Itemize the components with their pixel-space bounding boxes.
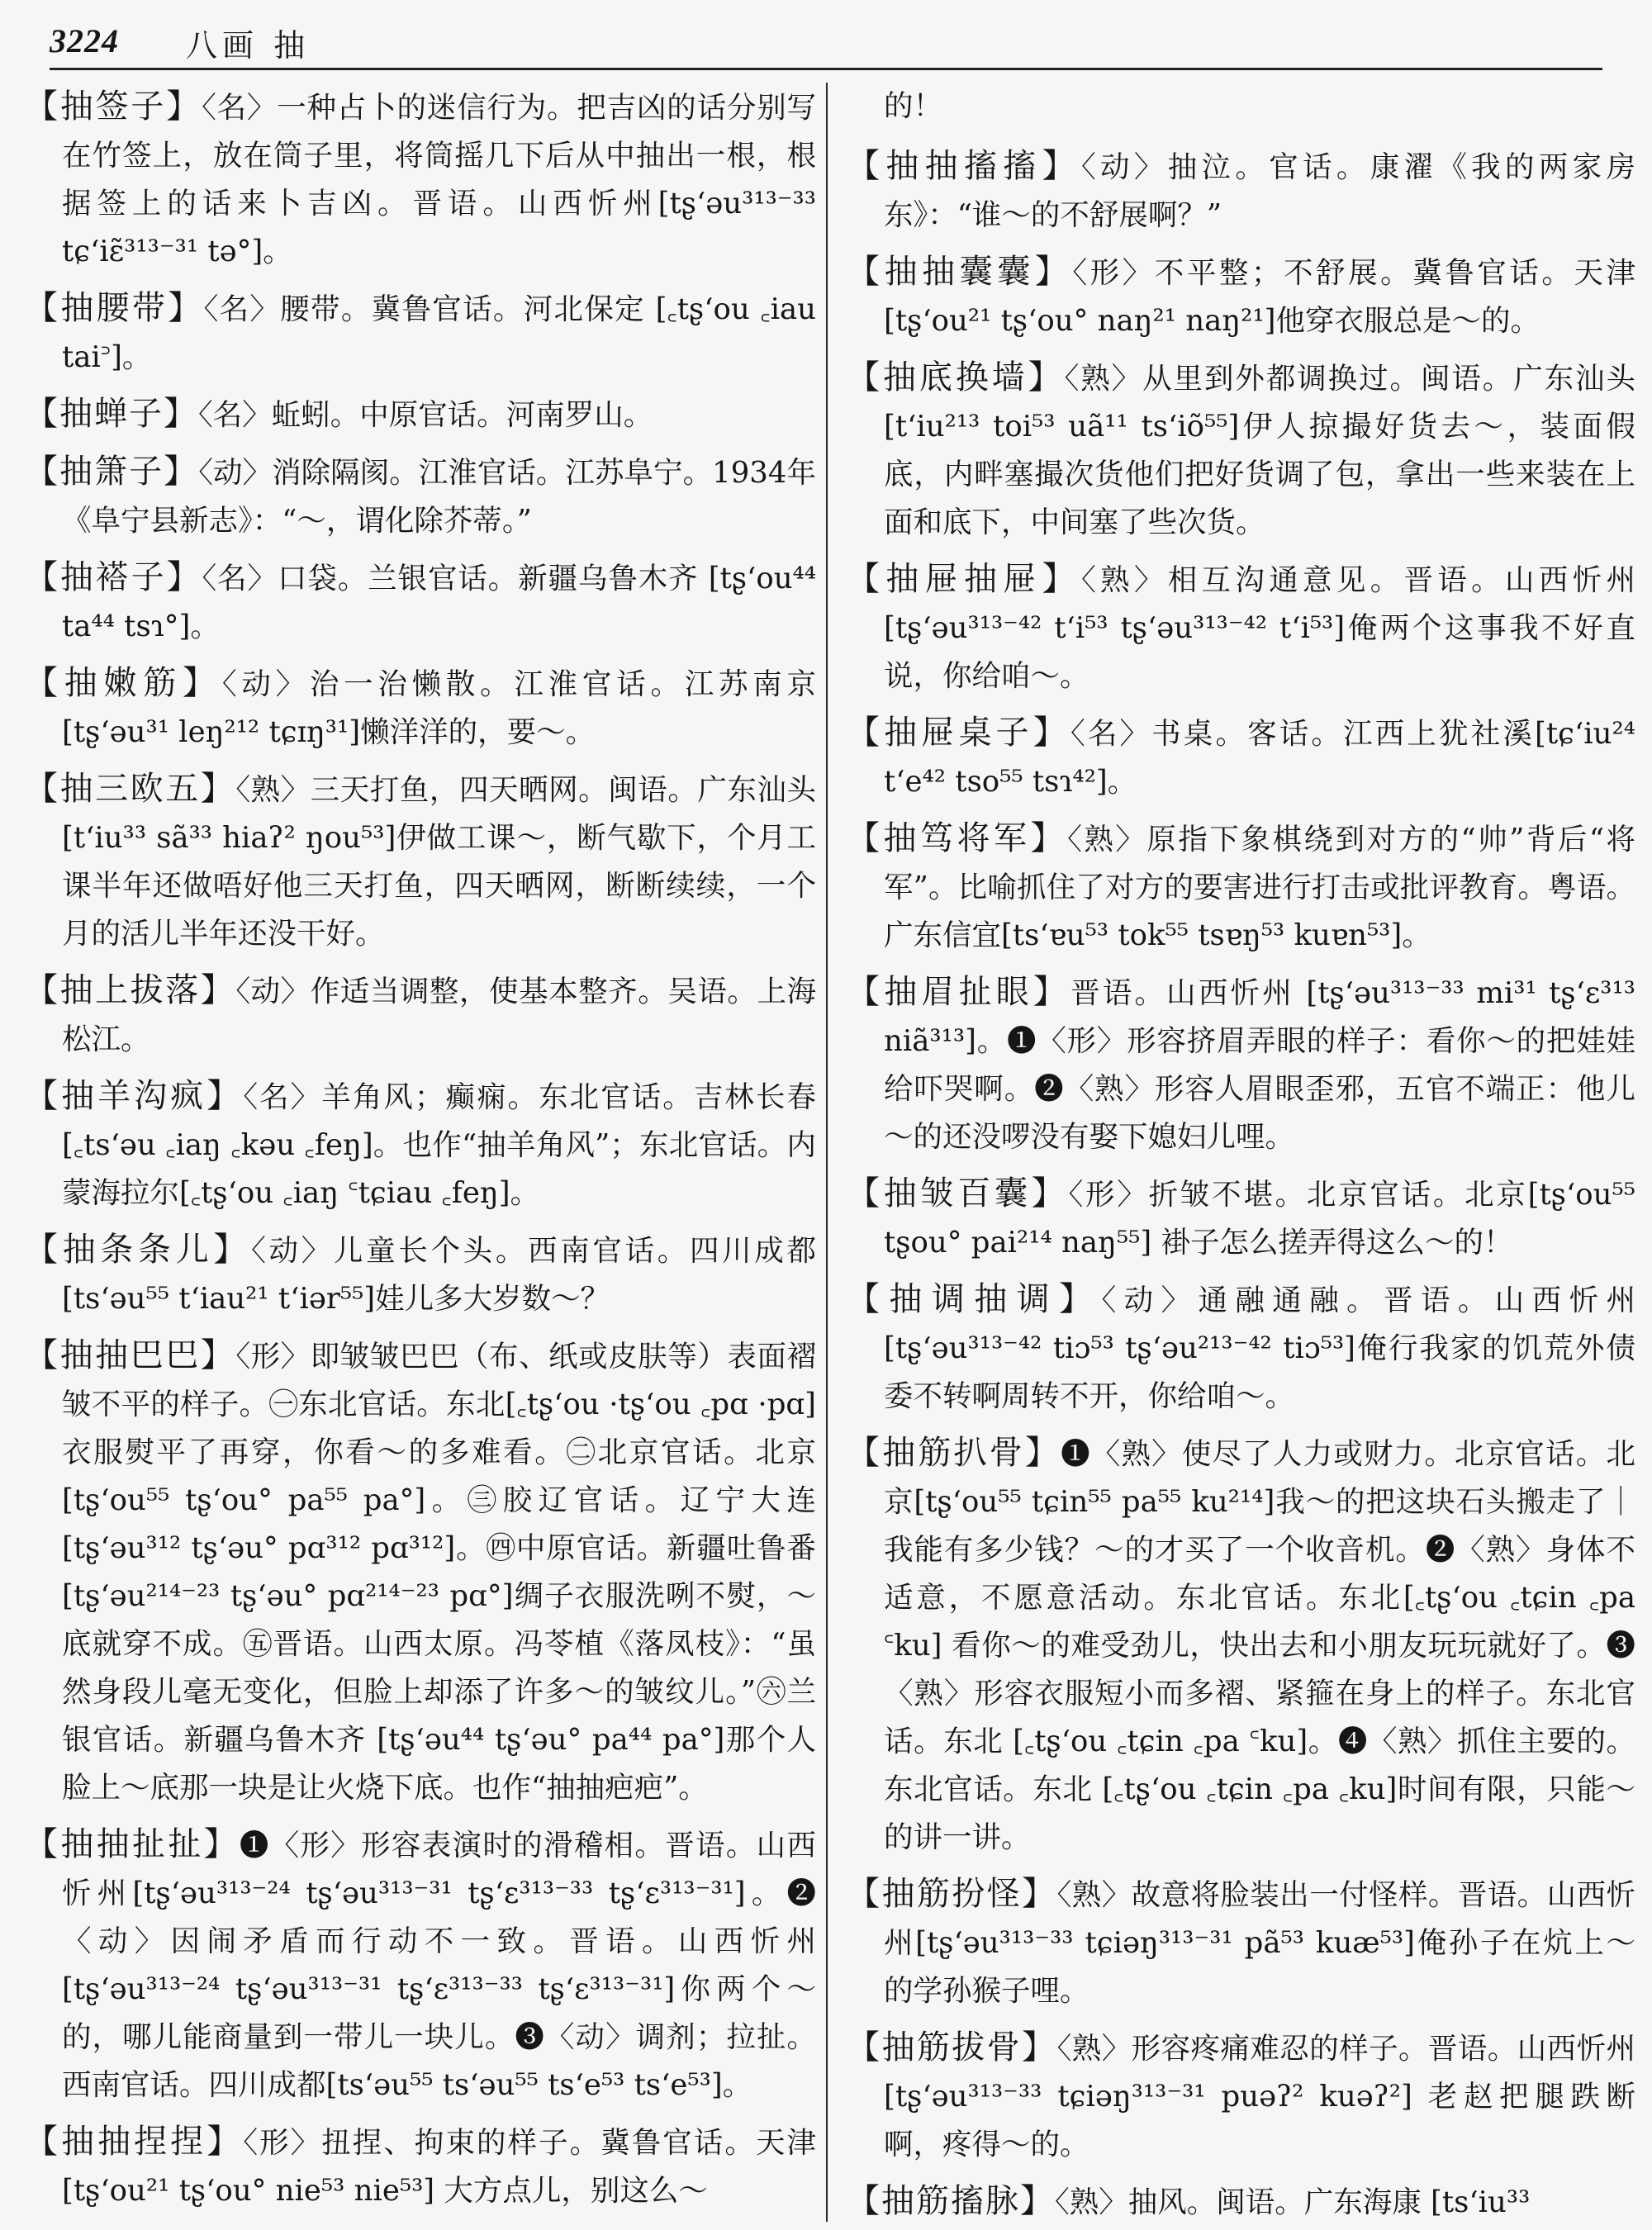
entry-definition: 折皱不堪。北京官话。北京[tʂʻou⁵⁵ tʂou° pai²¹⁴ naŋ⁵⁵] 褂子怎么搓弄得这么～的！ [884,1178,1635,1260]
entry-definition: 通融通融。晋语。山西忻州[tʂʻəu³¹³⁻⁴² tiɔ⁵³ tʂʻəu²¹³⁻⁴² tiɔ⁵³]俺行我家的饥荒外债委不转啊周转不开，你给咱～。 [884,1283,1635,1413]
entry-headword: 【抽条条儿】 [25,1231,252,1269]
entry-definition: 抽风。闽语。广东海康 [tsʻiu³³ [1127,2185,1531,2219]
entry-definition: 一种占卜的迷信行为。把吉凶的话分别写在竹签上，放在筒子里，将筒摇几下后从中抽出一根，根据签上的话来卜吉凶。晋语。山西忻州[tʂʻəu³¹³⁻³³ tɕʻiɛ̃³¹³⁻³¹ tə°]。 [62,91,816,268]
part-of-speech: 〈名〉 [202,562,278,595]
dictionary-entry [25,390,816,439]
entry-headword: 【抽嫩筋】 [25,664,222,702]
dictionary-entry [25,1820,816,2109]
headword-text: 抽抽扯扯 [60,1825,204,1863]
dictionary-entry [25,284,816,382]
entry-headword: 【抽抽囊囊】 [847,253,1073,291]
entry-headword: 【抽调抽调】 [847,1280,1102,1318]
headword-text: 抽腰带 [60,289,169,327]
part-of-speech: 〈熟〉 [1080,563,1168,597]
entry-definition: 羊角风；癫痫。东北官话。吉林长春[꜀tsʻəu ꜀iaŋ ꜀kəu ꜀feŋ]。也作“抽羊角风”；东北官话。内蒙海拉尔[꜀tʂʻou ꜀iaŋ ꜂tɕiau ꜀feŋ]。 [62,1080,816,1210]
part-of-speech: 〈名〉 [202,91,278,125]
entry-headword: 【抽抽捏捏】 [25,2123,244,2161]
headword-text: 抽签子 [59,88,167,126]
entry-headword: 【抽筋搐脉】 [847,2182,1055,2220]
part-of-speech: 〈动〉 [221,667,310,701]
entry-headword: 【抽底换墙】 [847,358,1065,396]
entry-headword: 【抽屉抽屉】 [847,560,1081,598]
dictionary-entry [847,968,1635,1161]
dictionary-entry [25,553,816,651]
entry-headword: 【抽抽巴巴】 [25,1336,236,1374]
entry-definition: 消除隔阂。江淮官话。江苏阜宁。1934年《阜宁县新志》：“～，谓化除芥蒂。” [62,456,816,538]
column-divider [826,83,828,2222]
dictionary-entry [25,2118,816,2215]
entry-headword: 【抽抽扯扯】 [25,1825,240,1863]
part-of-speech: 〈动〉 [1101,1283,1199,1317]
part-of-speech: 〈动〉 [251,1234,334,1268]
headword-text: 抽筋扮怪 [881,1875,1023,1913]
dictionary-entry [25,765,816,958]
part-of-speech: 〈形〉 [235,1340,311,1374]
entry-definition: 扭捏、拘束的样子。冀鲁官话。天津[tʂʻou²¹ tʂʻou° nie⁵³ nie⁵³] 大方点儿，别这么～ [62,2126,816,2208]
dictionary-entry [847,555,1635,700]
entry-headword: 【抽三欧五】 [25,770,236,808]
headword-text: 抽抽巴巴 [59,1336,201,1374]
entry-definition: 故意将脸装出一付怪样。晋语。山西忻州[tʂʻəu³¹³⁻³³ tɕiəŋ³¹³⁻³¹ pã⁵³ kuæ⁵³]俺孙子在炕上～的学孙猴子哩。 [884,1878,1635,2008]
part-of-speech: 〈动〉 [235,975,311,1008]
part-of-speech: 〈熟〉 [1067,823,1147,856]
entry-definition: 原指下象棋绕到对方的“帅”背后“将军”。比喻抓住了对方的要害进行打击或批评教育。粤语。广东信宜[tsʻɐu⁵³ tok⁵⁵ tsɐŋ⁵³ kuɐn⁵³]。 [884,823,1635,952]
dictionary-entry [847,1170,1635,1267]
part-of-speech: 〈名〉 [198,398,272,432]
dictionary-entry [25,1331,816,1812]
part-of-speech: 〈熟〉 [1056,2032,1132,2066]
entry-definition: 抽泣。官话。康濯《我的两家房东》：“谁～的不舒展啊？” [884,150,1635,232]
headword-text: 抽条条儿 [62,1231,214,1269]
entry-definition: 相互沟通意见。晋语。山西忻州[tʂʻəu³¹³⁻⁴² tʻi⁵³ tʂʻəu³¹³⁻⁴² tʻi⁵³]俺两个这事我不好直说，你给咱～。 [884,563,1635,693]
entry-headword: 【抽羊沟疯】 [25,1077,244,1115]
part-of-speech: 〈形〉 [1068,1178,1149,1212]
headword-text: 抽褡子 [59,558,167,596]
entry-headword: 【抽筋扮怪】 [847,1875,1057,1913]
headword-text: 抽上拔落 [59,971,201,1009]
continued-text: 的！ [884,89,943,123]
part-of-speech: 〈形〉 [243,2126,322,2160]
headword-text: 抽皱百囊 [883,1174,1032,1212]
entry-definition: 书桌。客话。江西上犹社溪[tɕʻiu²⁴ tʻe⁴² tso⁵⁵ tsɿ⁴²]。 [884,717,1635,799]
entry-headword: 【抽腰带】 [25,289,204,327]
entry-headword: 【抽箫子】 [25,453,199,491]
entry-definition: 蚯蚓。中原官话。河南罗山。 [271,398,653,432]
page-number: 3224 [50,22,119,59]
entry-definition: 不平整；不舒展。冀鲁官话。天津[tʂʻou²¹ tʂʻou° naŋ²¹ naŋ²¹]他穿衣服总是～的。 [884,256,1635,338]
page-header [50,18,1602,70]
headword-text: 抽三欧五 [59,770,201,808]
dictionary-entry [847,709,1635,806]
headword-text: 抽羊沟疯 [61,1077,207,1115]
dictionary-entry [25,966,816,1064]
headword-text: 抽箫子 [59,453,164,491]
part-of-speech: 〈名〉 [243,1080,322,1114]
entry-definition: 口袋。兰银官话。新疆乌鲁木齐 [tʂʻou⁴⁴ ta⁴⁴ tsɿ°]。 [62,562,816,643]
dictionary-entry [847,814,1635,960]
headword-text: 抽筋搐脉 [881,2182,1020,2220]
headword-text: 抽蝉子 [59,395,164,433]
part-of-speech: 〈形〉 [1072,256,1155,290]
part-of-speech: 〈熟〉 [1055,2185,1128,2219]
entry-headword: 【抽上拔落】 [25,971,236,1009]
section-title: 八画 抽 [186,27,311,64]
headword-text: 抽眉扯眼 [884,973,1033,1011]
dictionary-entry [25,1072,816,1217]
entry-headword: 【抽皱百囊】 [847,1174,1069,1212]
entry-headword: 【抽筋扒骨】 [847,1434,1061,1472]
part-of-speech: 〈名〉 [1070,717,1152,751]
dictionary-entry [847,2177,1635,2222]
dictionary-entry [847,1429,1635,1862]
dictionary-entry [847,2024,1635,2169]
entry-definition: 儿童长个头。西南官话。四川成都[tsʻəu⁵⁵ tʻiau²¹ tʻiər⁵⁵]娃儿多大岁数～？ [62,1234,816,1316]
entry-headword: 【抽笃将军】 [847,819,1068,857]
part-of-speech: 〈动〉 [1080,150,1168,184]
headword-text: 抽调抽调 [889,1280,1060,1318]
entry-definition: 三天打鱼，四天晒网。闽语。广东汕头[tʻiu³³ sã³³ hiaʔ² ŋou⁵³]伊做工课～，断气歇下，个月工课半年还做唔好他三天打鱼，四天晒网，断断续续，一个月的活儿半年还没干好。 [62,773,816,951]
headword-text: 抽嫩筋 [64,664,183,702]
left-column [25,83,816,2222]
headword-text: 抽屉桌子 [884,714,1033,752]
entry-definition: 腰带。冀鲁官话。河北保定 [꜀tʂʻou ꜀iau tai꜄]。 [62,292,816,374]
headword-text: 抽抽捏捏 [61,2123,207,2161]
dictionary-entry [25,1226,816,1323]
entry-definition: 作适当调整，使基本整齐。吴语。上海松江。 [62,975,816,1056]
entry-definition: 从里到外都调换过。闽语。广东汕头[tʻiu²¹³ toi⁵³ uã¹¹ tsʻiõ⁵⁵]伊人掠撮好货去～，装面假底，内畔塞撮次货他们把好货调了包，拿出一些来装在上面和底下，中间塞了些次货。 [884,362,1635,539]
part-of-speech: 〈熟〉 [1064,362,1143,396]
entry-definition: 即皱皱巴巴（布、纸或皮肤等）表面褶皱不平的样子。㊀东北官话。东北[꜀tʂʻou ·tʂʻou ꜀pɑ ·pɑ]衣服熨平了再穿，你看～的多难看。㊁北京官话。北京[tʂʻou⁵⁵ tʂʻou° pa⁵⁵ pa°]。㊂胶辽官话。辽宁大连[tʂʻəu³¹² tʂʻəu° pɑ³¹² pɑ³¹²]。㊃中原官话。新疆吐鲁番[tʂʻəu²¹⁴⁻²³ tʂʻəu° pɑ²¹⁴⁻²³ pɑ°]绸子衣服洗咧不熨，～底就穿不成。㊄晋语。山西太原。冯苓植《落凤枝》：“虽然身段儿毫无变化，但脸上却添了许多～的皱纹儿。”㊅兰银官话。新疆乌鲁木齐 [tʂʻəu⁴⁴ tʂʻəu° pa⁴⁴ pa°]那个人脸上～底那一块是让火烧下底。也作“抽抽疤疤”。 [62,1340,816,1805]
entry-definition: ❶〈形〉形容表演时的滑稽相。晋语。山西忻州[tʂʻəu³¹³⁻²⁴ tʂʻəu³¹³⁻³¹ tʂʻɛ³¹³⁻³³ tʂʻɛ³¹³⁻³¹]。❷〈动〉因闹矛盾而行动不一致。晋语。山西忻州[tʂʻəu³¹³⁻²⁴ tʂʻəu³¹³⁻³¹ tʂʻɛ³¹³⁻³³ tʂʻɛ³¹³⁻³¹]你两个～的，哪儿能商量到一带儿一块儿。❸〈动〉调剂；拉扯。西南官话。四川成都[tsʻəu⁵⁵ tsʻəu⁵⁵ tsʻe⁵³ tsʻe⁵³]。 [62,1829,816,2102]
headword-text: 抽抽搐搐 [885,147,1042,185]
headword-text: 抽筋拔骨 [881,2028,1023,2066]
entry-definition: 形容疼痛难忍的样子。晋语。山西忻州[tʂʻəu³¹³⁻³³ tɕiəŋ³¹³⁻³¹ puəʔ² kuəʔ²] 老赵把腿跌断啊，疼得～的。 [884,2032,1635,2161]
entry-headword: 【抽蝉子】 [25,395,198,433]
part-of-speech: 〈熟〉 [235,773,311,807]
entry-definition: 晋语。山西忻州 [tʂʻəu³¹³⁻³³ mi³¹ tʂʻɛ³¹³ niã³¹³]。❶〈形〉形容挤眉弄眼的样子：看你～的把娃娃给吓哭啊。❷〈熟〉形容人眉眼歪邪，五官不端正：他儿～的还没啰没有娶下媳妇儿哩。 [884,976,1635,1154]
headword-text: 抽抽囊囊 [884,253,1035,291]
entry-headword: 【抽抽搐搐】 [847,147,1081,185]
dictionary-entry [847,1870,1635,2015]
entry-headword: 【抽屉桌子】 [847,714,1070,752]
entry-headword: 【抽筋拔骨】 [847,2028,1057,2066]
entry-headword: 【抽褡子】 [25,558,202,596]
dictionary-entry [25,83,816,276]
part-of-speech: 〈动〉 [198,456,273,490]
dictionary-entry [847,353,1635,547]
right-column [847,83,1635,2222]
entry-definition: 治一治懒散。江淮官话。江苏南京 [tʂʻəu³¹ leŋ²¹² tɕɪŋ³¹]懒洋洋的，要～。 [62,667,816,749]
entry-headword: 【抽眉扯眼】 [847,973,1071,1011]
dictionary-entry [847,248,1635,345]
part-of-speech: 〈熟〉 [1056,1878,1132,1912]
entry-headword: 【抽签子】 [25,88,202,126]
headword-text: 抽屉抽屉 [885,560,1042,598]
entry-definition: ❶〈熟〉使尽了人力或财力。北京官话。北京[tʂʻou⁵⁵ tɕin⁵⁵ pa⁵⁵ ku²¹⁴]我～的把这块石头搬走了｜我能有多少钱？～的才买了一个收音机。❷〈熟〉身体不适意，不愿意活动。东北官话。东北[꜀tʂʻou ꜀tɕin ꜀pa ꜂ku] 看你～的难受劲儿，快出去和小朋友玩玩就好了。❸〈熟〉形容衣服短小而多褶、紧箍在身上的样子。东北官话。东北 [꜀tʂʻou ꜀tɕin ꜀pa ꜂ku]。❹〈熟〉抓住主要的。东北官话。东北 [꜀tʂʻou ꜀tɕin ꜀pa ꜀ku]时间有限，只能～的讲一讲。 [884,1437,1635,1854]
dictionary-entry [25,659,816,757]
dictionary-entry [847,1275,1635,1421]
headword-text: 抽底换墙 [882,358,1028,396]
dictionary-entry [25,448,816,545]
part-of-speech: 〈名〉 [203,292,281,326]
headword-text: 抽筋扒骨 [882,1434,1025,1472]
headword-text: 抽笃将军 [883,819,1031,857]
dictionary-entry [847,142,1635,240]
